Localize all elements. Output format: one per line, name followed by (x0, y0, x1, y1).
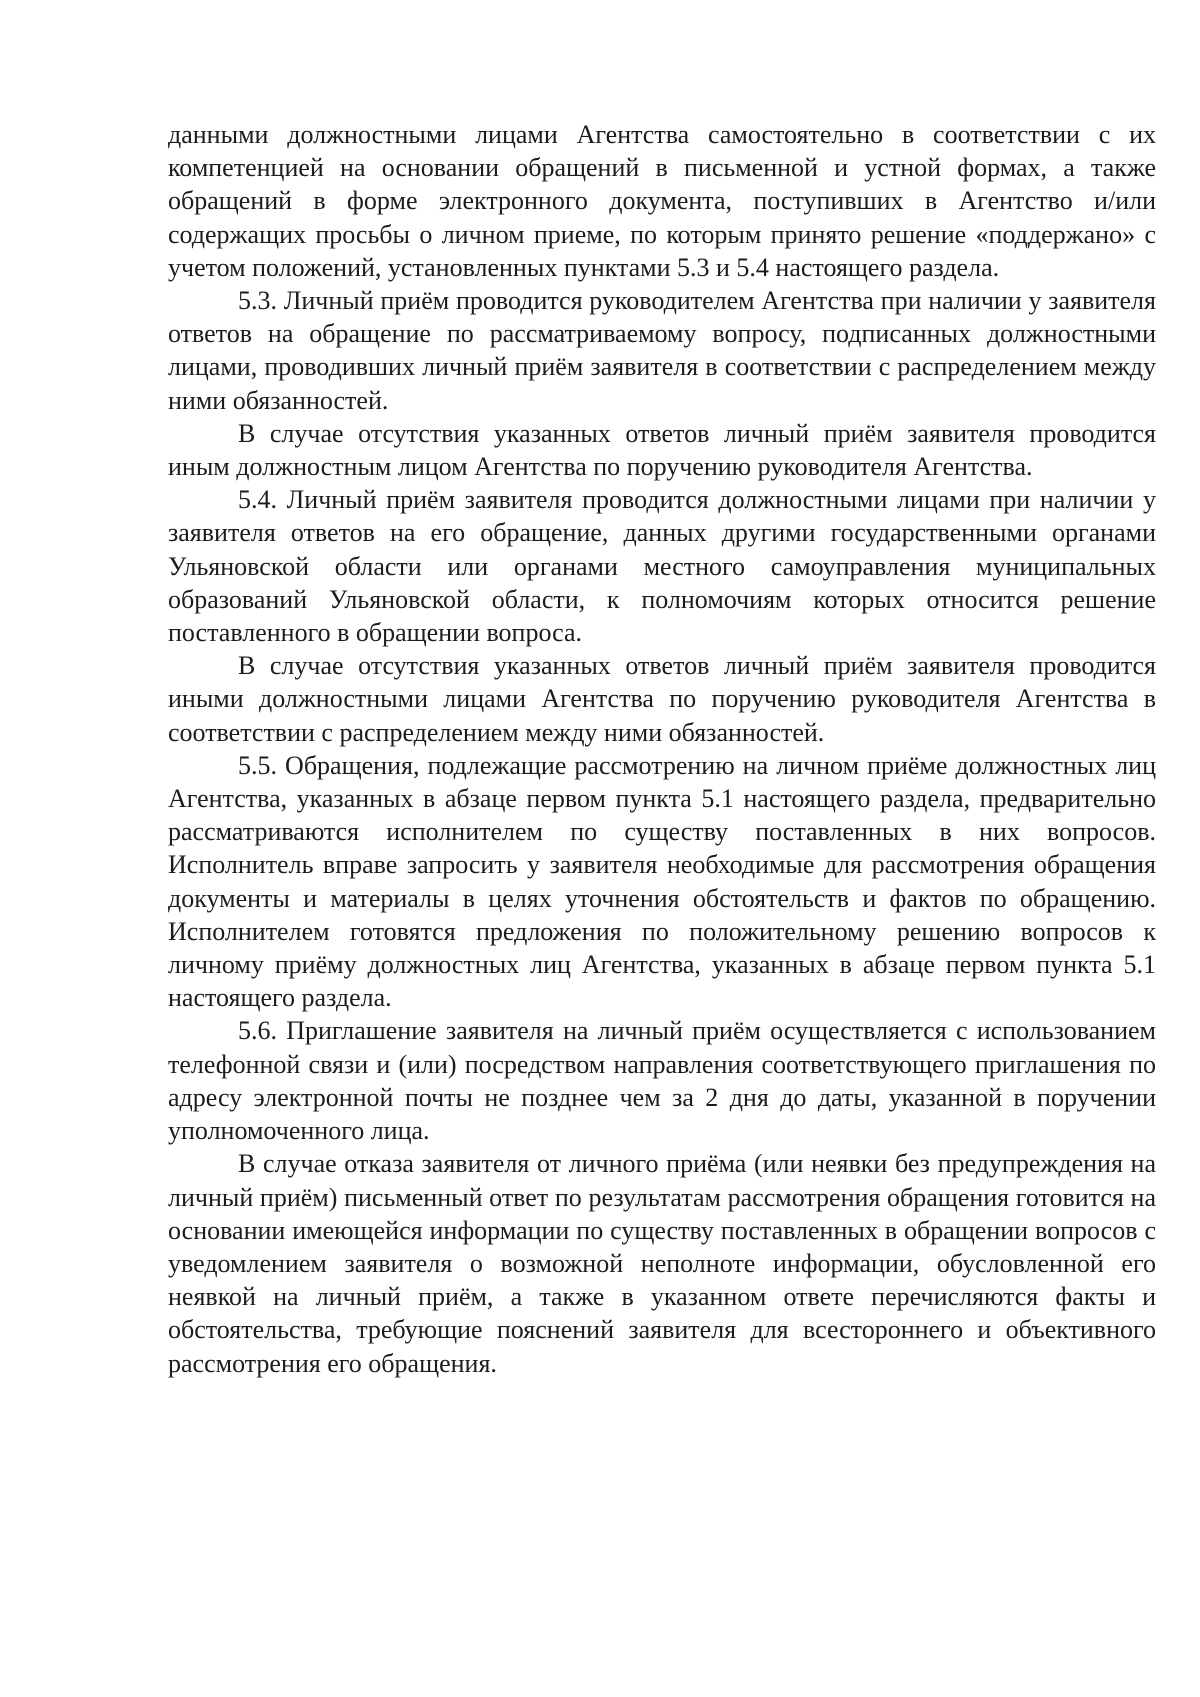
paragraph-5-6: 5.6. Приглашение заявителя на личный приём осуществляется с использованием телефонной связи и (или) посредством направления соответствующего приглашения по адресу электронной почты не позднее чем за 2 дня до даты, указанной в поручении уполномоченного лица. (168, 1016, 1156, 1146)
paragraph-5-3: 5.3. Личный приём проводится руководителем Агентства при наличии у заявителя ответов на обращение по рассматриваемому вопросу, подписанных должностными лицами, проводивших личный приём заявителя в соответствии с распределением между ними обязанностей. (168, 286, 1156, 415)
paragraph-5-5: 5.5. Обращения, подлежащие рассмотрению на личном приёме должностных лиц Агентства, указанных в абзаце первом пункта 5.1 настоящего раздела, предварительно рассматриваются исполнителем по существу поставленных в них вопросов. Исполнитель вправе запросить у заявителя необходимые для рассмотрения обращения документы и материалы в целях уточнения обстоятельств и фактов по обращению. Исполнителем готовятся предложения по положительному решению вопросов к личному приёму должностных лиц Агентства, указанных в абзаце первом пункта 5.1 настоящего раздела. (168, 750, 1156, 1013)
paragraph-continuation: данными должностными лицами Агентства самостоятельно в соответствии с их компетенцией на основании обращений в письменной и устной формах, а также обращений в форме электронного документа, поступивших в Агентство и/или содержащих просьбы о личном приеме, по которым принято решение «поддержано» с учетом положений, установленных пунктами 5.3 и 5.4 настоящего раздела. (168, 120, 1156, 282)
paragraph-5-4: 5.4. Личный приём заявителя проводится должностными лицами при наличии у заявителя ответов на его обращение, данных другими государственными органами Ульяновской области или органами местного самоуправления муниципальных образований Ульяновской области, к полномочиям которых относится решение поставленного в обращении вопроса. (168, 485, 1156, 648)
paragraph-5-3-absence: В случае отсутствия указанных ответов личный приём заявителя проводится иным должностным лицом Агентства по поручению руководителя Агентства. (168, 418, 1156, 482)
document-body (168, 118, 1156, 1380)
paragraph-5-6-refusal: В случае отказа заявителя от личного приёма (или неявки без предупреждения на личный приём) письменный ответ по результатам рассмотрения обращения готовится на основании имеющейся информации по существу поставленных в обращении вопросов с уведомлением заявителя о возможной неполноте информации, обусловленной его неявкой на личный приём, а также в указанном ответе перечисляются факты и обстоятельства, требующие пояснений заявителя для всестороннего и объективного рассмотрения его обращения. (168, 1149, 1156, 1378)
paragraph-5-4-absence: В случае отсутствия указанных ответов личный приём заявителя проводится иными должностными лицами Агентства по поручению руководителя Агентства в соответствии с распределением между ними обязанностей. (168, 651, 1156, 747)
